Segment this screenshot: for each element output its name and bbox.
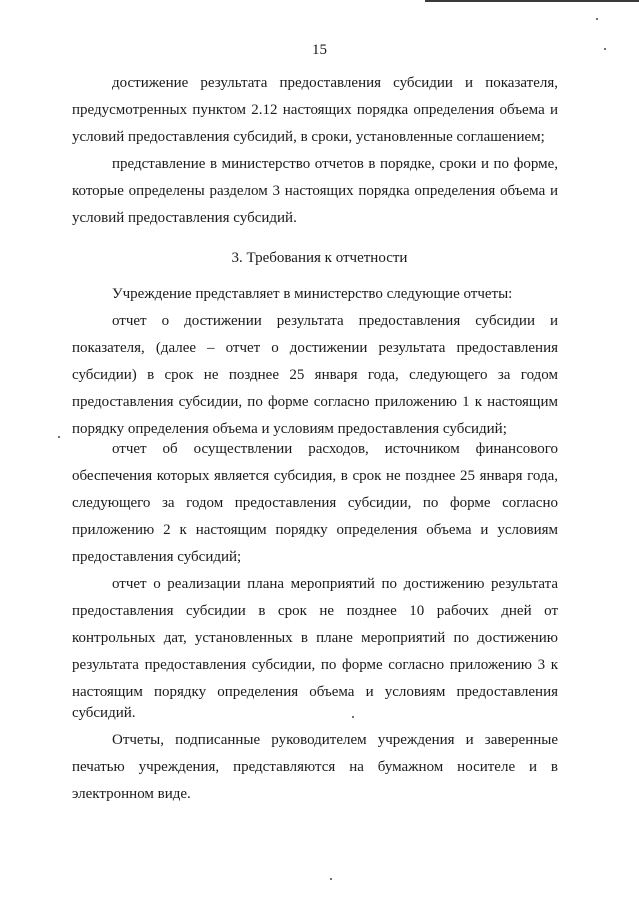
paragraph-line: Учреждение представляет в министерство следующие отчеты: bbox=[112, 286, 513, 302]
paragraph-line: условий предоставления субсидий, в сроки, установленные соглашением; bbox=[72, 129, 545, 145]
paragraph-line: приложению 2 к настоящим порядку определения объема и условиям bbox=[72, 522, 558, 538]
scan-speck bbox=[58, 436, 60, 438]
paragraph-line: настоящим порядку определения объема и условиям предоставления bbox=[72, 684, 558, 700]
top-edge-rule bbox=[425, 0, 639, 2]
paragraph-line: отчет об осуществлении расходов, источником финансового bbox=[112, 441, 558, 457]
paragraph-line: условий предоставления субсидий. bbox=[72, 210, 297, 226]
section-heading: 3. Требования к отчетности bbox=[231, 250, 408, 266]
page-number: 15 bbox=[312, 42, 327, 58]
paragraph-line: субсидий. bbox=[72, 705, 136, 721]
paragraph-line: отчет о достижении результата предоставления субсидии и bbox=[112, 313, 558, 329]
paragraph-line: электронном виде. bbox=[72, 786, 191, 802]
paragraph-line: контрольных дат, установленных в плане мероприятий по достижению bbox=[72, 630, 558, 646]
scan-speck bbox=[330, 878, 332, 880]
paragraph-line: предоставления субсидий; bbox=[72, 549, 242, 565]
paragraph-line: предоставления субсидии в срок не позднее 10 рабочих дней от bbox=[72, 603, 558, 619]
paragraph-line: результата предоставления субсидии, по форме согласно приложению 3 к bbox=[72, 657, 558, 673]
paragraph-line: показателя, (далее – отчет о достижении результата предоставления bbox=[72, 340, 558, 356]
paragraph-line: которые определены разделом 3 настоящих порядка определения объема и bbox=[72, 183, 558, 199]
paragraph-line: печатью учреждения, представляются на бумажном носителе и в bbox=[72, 759, 558, 775]
paragraph-line: порядку определения объема и условиям предоставления субсидий; bbox=[72, 421, 507, 437]
paragraph-line: достижение результата предоставления субсидии и показателя, bbox=[112, 75, 558, 91]
paragraph-line: предусмотренных пунктом 2.12 настоящих порядка определения объема и bbox=[72, 102, 558, 118]
paragraph-line: отчет о реализации плана мероприятий по достижению результата bbox=[112, 576, 558, 592]
scan-speck bbox=[596, 18, 598, 20]
paragraph-line: следующего за годом предоставления субсидии, по форме согласно bbox=[72, 495, 558, 511]
paragraph-line: субсидии) в срок не позднее 25 января года, следующего за годом bbox=[72, 367, 558, 383]
paragraph-line: предоставления субсидии, по форме согласно приложению 1 к настоящим bbox=[72, 394, 558, 410]
paragraph-line: Отчеты, подписанные руководителем учреждения и заверенные bbox=[112, 732, 558, 748]
paragraph-line: представление в министерство отчетов в порядке, сроки и по форме, bbox=[112, 156, 558, 172]
paragraph-line: обеспечения которых является субсидия, в срок не позднее 25 января года, bbox=[72, 468, 558, 484]
